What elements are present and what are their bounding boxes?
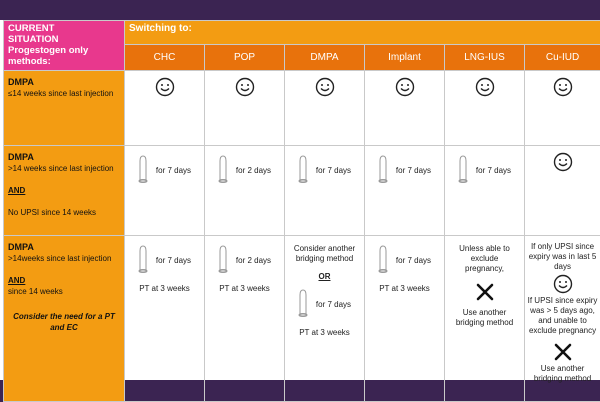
r3-lng-use: Use another bridging method <box>445 308 524 328</box>
condom-icon <box>218 154 228 186</box>
r2-chc-cell <box>125 146 205 236</box>
switching-to-header: Switching to: <box>125 21 600 45</box>
smiley-face-icon <box>525 152 600 172</box>
smiley-face-icon <box>525 274 600 294</box>
smiley-face-icon <box>445 77 524 97</box>
r3-pop-pt: PT at 3 weeks <box>205 284 284 294</box>
row2-sub: >14 weeks since last injection <box>8 164 114 173</box>
smiley-face-icon <box>125 77 204 97</box>
switching-table <box>3 20 600 402</box>
r3-dmpa-days: for 7 days <box>316 300 351 309</box>
r3-pop-cell <box>205 236 285 402</box>
smiley-face-icon <box>205 77 284 97</box>
r2-pop-cell <box>205 146 285 236</box>
condom-icon <box>138 244 148 276</box>
row2-title: DMPA <box>8 152 34 162</box>
col-header-lng-ius: LNG-IUS <box>445 45 525 71</box>
condom-icon <box>138 154 148 186</box>
r2-cu-iud-cell <box>525 146 600 236</box>
cross-icon <box>445 282 524 302</box>
condom-icon <box>378 154 388 186</box>
r3-cu-ifupsi: If UPSI since expiry was > 5 days ago, and unable to exclude pregnancy <box>525 296 600 336</box>
r1-cu-iud-cell <box>525 71 600 146</box>
r2-lng-text: for 7 days <box>476 166 511 175</box>
row2-label <box>4 146 125 236</box>
r3-chc-pt: PT at 3 weeks <box>125 284 204 294</box>
condom-icon <box>218 244 228 276</box>
r3-chc-text: for 7 days <box>156 256 191 265</box>
row2-extra: No UPSI since 14 weeks <box>8 208 96 217</box>
row3-note: Consider the need for a PT and EC <box>8 311 120 333</box>
cross-icon <box>525 342 600 362</box>
smiley-face-icon <box>525 77 600 97</box>
r3-cu-if: If only UPSI since expiry was in last 5 days <box>525 242 600 272</box>
r3-dmpa-consider: Consider another bridging method <box>285 244 364 264</box>
col-header-pop: POP <box>205 45 285 71</box>
r3-dmpa-pt: PT at 3 weeks <box>285 328 364 338</box>
row1-title: DMPA <box>8 77 34 87</box>
r3-chc-cell <box>125 236 205 402</box>
r1-dmpa-cell <box>285 71 365 146</box>
r2-chc-text: for 7 days <box>156 166 191 175</box>
r3-cu-use: Use another bridging method <box>525 364 600 384</box>
row3-sub: >14weeks since last injection <box>8 254 111 263</box>
row2-and: AND <box>8 186 25 195</box>
row1-label <box>4 71 125 146</box>
r3-dmpa-or: OR <box>285 272 364 282</box>
col-header-chc: CHC <box>125 45 205 71</box>
r1-chc-cell <box>125 71 205 146</box>
r3-cu-iud-cell <box>525 236 600 402</box>
situation-line4: methods: <box>8 56 120 67</box>
condom-icon <box>378 244 388 276</box>
row3-extra: since 14 weeks <box>8 287 63 296</box>
row3-title: DMPA <box>8 242 34 252</box>
r3-implant-text: for 7 days <box>396 256 431 265</box>
condom-icon <box>458 154 468 186</box>
r3-lng-ius-cell <box>445 236 525 402</box>
condom-icon <box>298 154 308 186</box>
situation-line1: CURRENT <box>8 23 120 34</box>
r2-pop-text: for 2 days <box>236 166 271 175</box>
row3-label <box>4 236 125 402</box>
r3-implant-cell <box>365 236 445 402</box>
situation-line3: Progestogen only <box>8 45 120 56</box>
situation-line2: SITUATION <box>8 34 120 45</box>
r1-lng-ius-cell <box>445 71 525 146</box>
r2-dmpa-text: for 7 days <box>316 166 351 175</box>
col-header-cu-iud: Cu-IUD <box>525 45 600 71</box>
condom-icon <box>298 288 308 320</box>
row1-sub: ≤14 weeks since last injection <box>8 89 113 98</box>
r2-implant-cell <box>365 146 445 236</box>
r2-dmpa-cell <box>285 146 365 236</box>
r3-pop-text: for 2 days <box>236 256 271 265</box>
r2-implant-text: for 7 days <box>396 166 431 175</box>
smiley-face-icon <box>365 77 444 97</box>
r3-lng-unless: Unless able to exclude pregnancy, <box>445 244 524 274</box>
col-header-implant: Implant <box>365 45 445 71</box>
col-header-dmpa: DMPA <box>285 45 365 71</box>
r3-dmpa-cell <box>285 236 365 402</box>
contraception-switching-table <box>0 20 600 380</box>
row3-and: AND <box>8 276 25 285</box>
r1-pop-cell <box>205 71 285 146</box>
smiley-face-icon <box>285 77 364 97</box>
r2-lng-ius-cell <box>445 146 525 236</box>
r1-implant-cell <box>365 71 445 146</box>
current-situation-header <box>4 21 125 71</box>
r3-implant-pt: PT at 3 weeks <box>365 284 444 294</box>
